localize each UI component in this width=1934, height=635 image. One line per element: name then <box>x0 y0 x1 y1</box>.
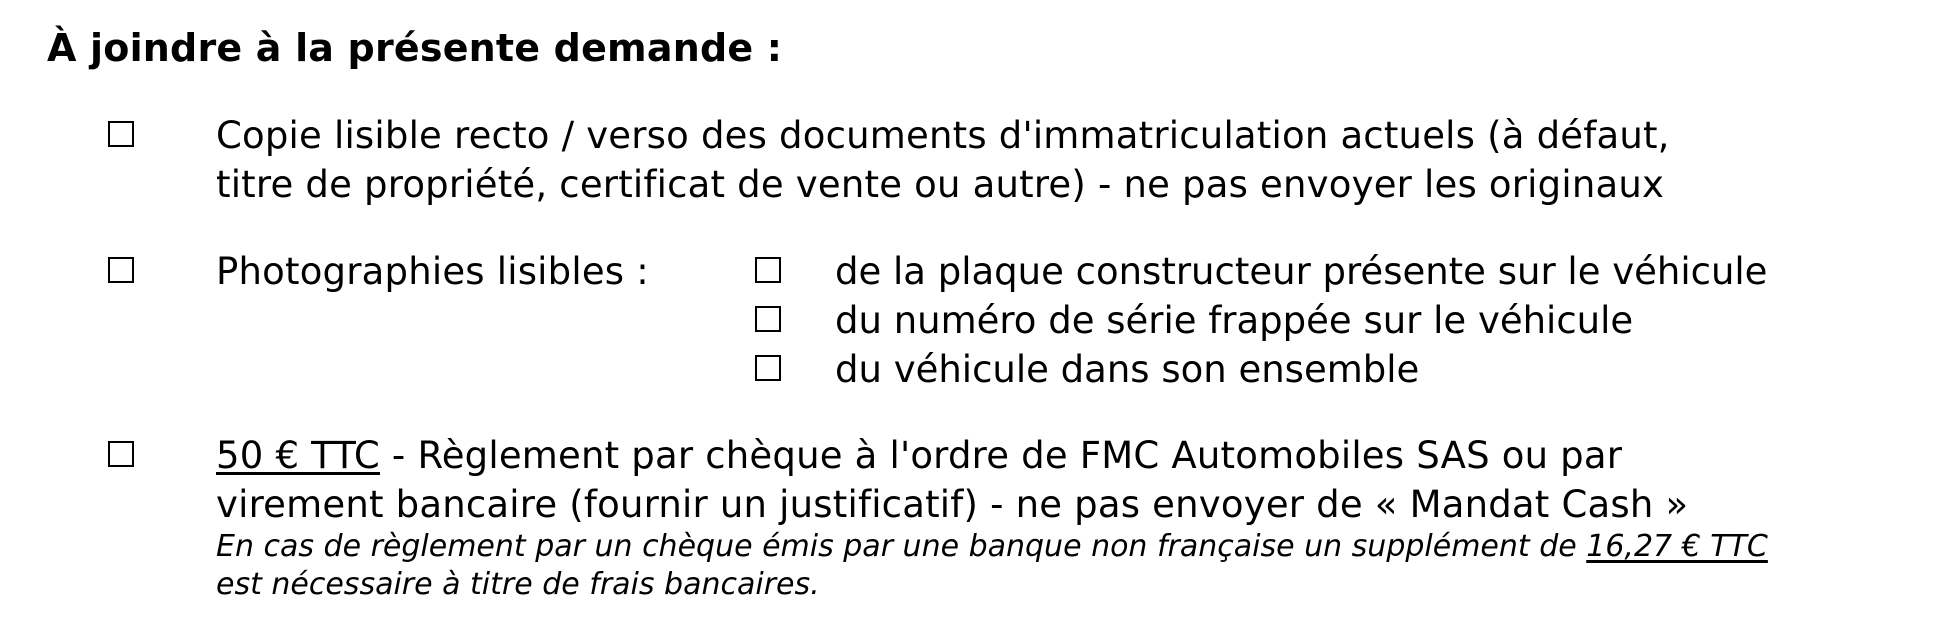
item-registration-line2: titre de propriété, certificat de vente ou autre) - ne pas envoyer les originaux <box>216 163 1665 206</box>
page-title: À joindre à la présente demande : <box>47 26 783 70</box>
item-payment-line2: virement bancaire (fournir un justificatif) - ne pas envoyer de « Mandat Cash » <box>216 483 1689 526</box>
payment-note-line1 <box>216 528 1798 566</box>
item-photographs-label: Photographies lisibles : <box>216 250 649 293</box>
item-registration-line1: Copie lisible recto / verso des documents d'immatriculation actuels (à défaut, <box>216 114 1670 157</box>
checkbox-registration-copy[interactable] <box>108 121 134 147</box>
payment-line1-text: - Règlement par chèque à l'ordre de FMC Automobiles SAS ou par <box>379 434 1623 477</box>
checkbox-photo-vehicle[interactable] <box>755 355 781 381</box>
item-payment-line1 <box>216 431 1798 480</box>
sub-item-vehicle: du véhicule dans son ensemble <box>835 348 1420 391</box>
payment-note-line2: est nécessaire à titre de frais bancaires. <box>216 567 820 602</box>
checkbox-photographs[interactable] <box>108 257 134 283</box>
checkbox-payment[interactable] <box>108 441 134 467</box>
payment-note-prefix: En cas de règlement par un chèque émis par une banque non française un supplément de <box>216 529 1587 564</box>
payment-price: 50 € TTC <box>216 434 380 477</box>
checkbox-photo-serial[interactable] <box>755 306 781 332</box>
payment-note-amount: 16,27 € TTC <box>1586 529 1768 564</box>
sub-item-plate: de la plaque constructeur présente sur le véhicule <box>835 250 1768 293</box>
checkbox-photo-plate[interactable] <box>755 257 781 283</box>
sub-item-serial: du numéro de série frappée sur le véhicule <box>835 299 1634 342</box>
